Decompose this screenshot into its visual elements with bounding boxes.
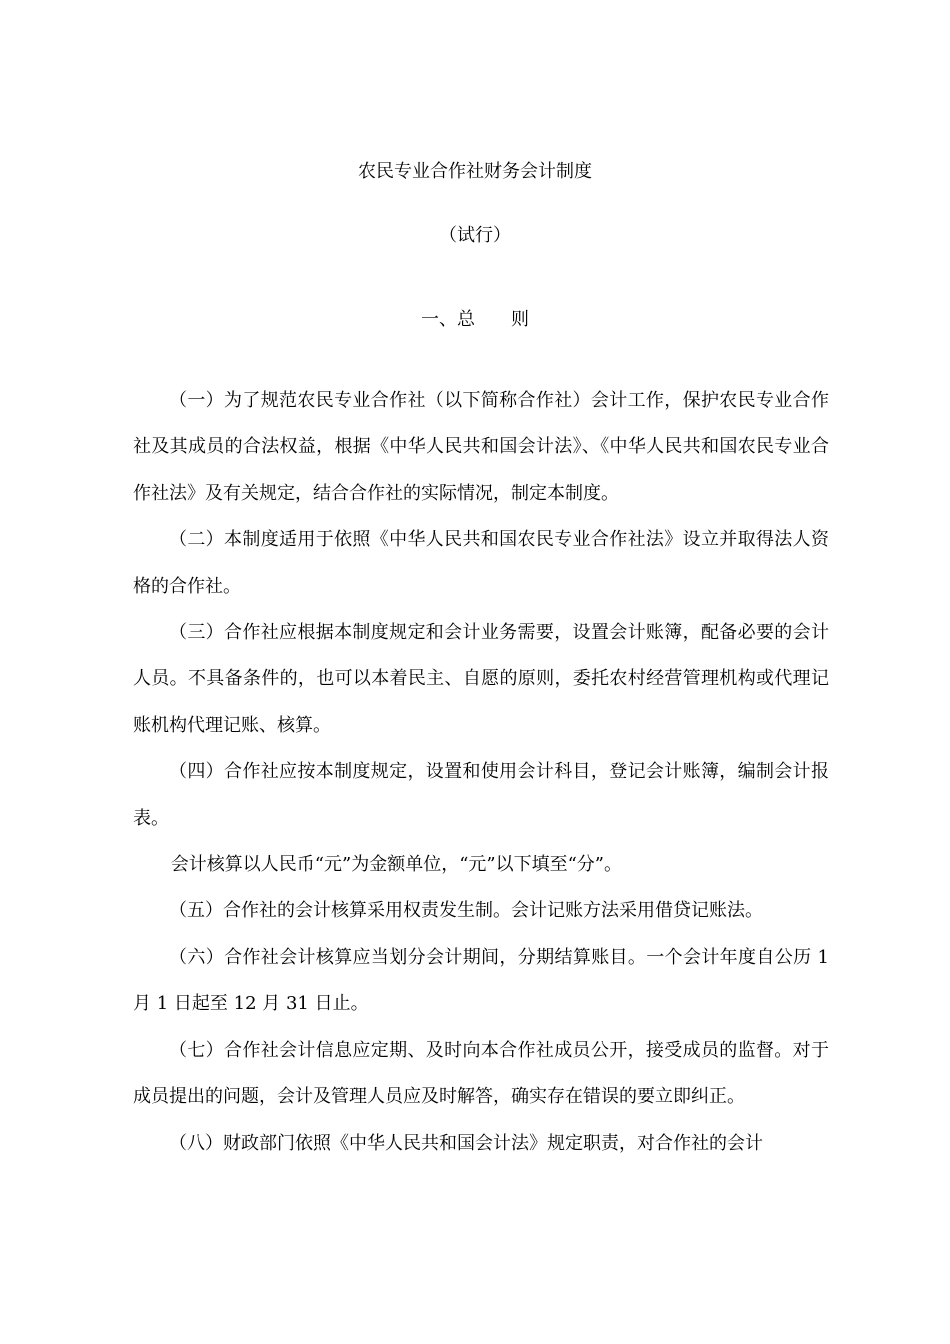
paragraph-9: （八）财政部门依照《中华人民共和国会计法》规定职责，对合作社的会计 [169,1132,763,1154]
paragraph-5: 会计核算以人民币“元”为金额单位，“元”以下填至“分”。 [170,854,623,876]
paragraph-6: （五）合作社的会计核算采用权责发生制。会计记账方法采用借贷记账法。 [169,900,763,922]
paragraph-8: （七）合作社会计信息应定期、及时向本合作社成员公开，接受成员的监督。对于成员提出的问题，会计及管理人员应及时解答，确实存在错误的要立即纠正。 [133,1039,829,1108]
paragraph-4: （四）合作社应按本制度规定，设置和使用会计科目，登记会计账簿，编制会计报表。 [133,761,829,829]
paragraph-1: （一）为了规范农民专业合作社（以下简称合作社）会计工作，保护农民专业合作社及其成员的合法权益，根据《中华人民共和国会计法》、《中华人民共和国农民专业合作社法》及有关规定，结合合作社的实际情况，制定本制度。 [133,390,829,504]
paragraph-7: （六）合作社会计核算应当划分会计期间，分期结算账目。一个会计年度自公历 1 月 1 日起至 12 月 31 日止。 [133,946,829,1015]
document-subtitle: （试行） [439,225,511,246]
paragraph-3: （三）合作社应根据本制度规定和会计业务需要，设置会计账簿，配备必要的会计人员。不具备条件的，也可以本着民主、自愿的原则，委托农村经营管理机构或代理记账机构代理记账、核算。 [133,622,829,736]
paragraph-2: （二）本制度适用于依照《中华人民共和国农民专业合作社法》设立并取得法人资格的合作社。 [133,529,829,597]
section-heading: 一、总 则 [421,309,529,330]
document-body [133,378,829,1167]
document-title: 农民专业合作社财务会计制度 [358,161,592,182]
